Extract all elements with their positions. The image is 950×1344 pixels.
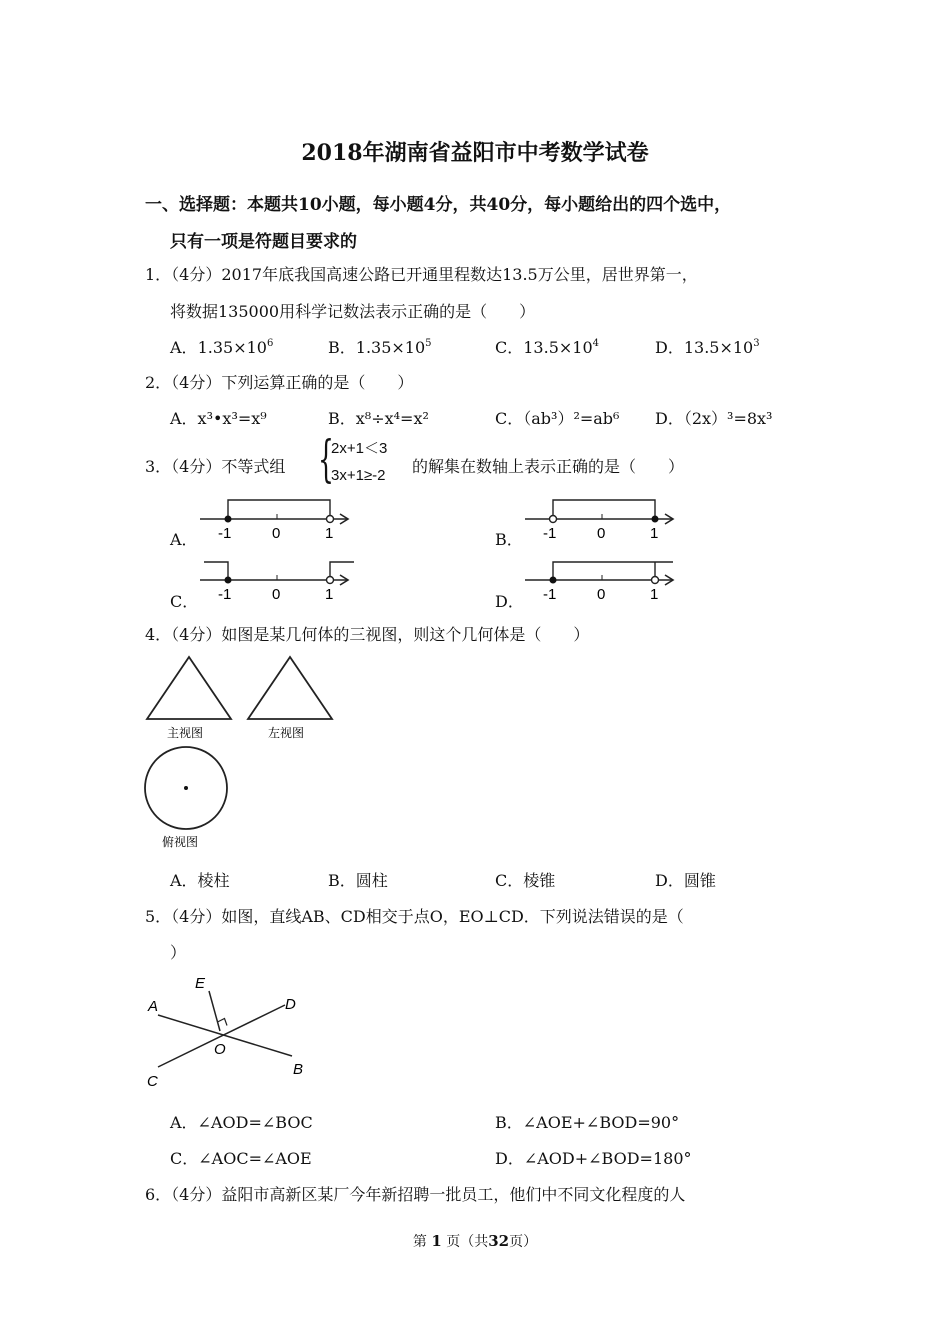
q2-option-c: C．（ab³）²=ab⁶ <box>495 409 620 428</box>
left-view-triangle <box>248 657 332 719</box>
q3-brace: { <box>318 430 334 488</box>
tick-label: -1 <box>218 525 232 542</box>
top-view-label: 俯视图 <box>162 835 199 849</box>
q3-option-c-label: C． <box>170 592 199 611</box>
q5-option-d: D．∠AOD+∠BOD=180° <box>495 1149 692 1168</box>
q2-option-b: B．x⁸÷x⁴=x² <box>328 409 429 428</box>
tick-label: 0 <box>597 525 606 542</box>
front-view-label: 主视图 <box>167 726 204 740</box>
point-label-b: B <box>293 1061 304 1078</box>
q5-intersecting-lines-figure <box>140 968 315 1093</box>
page-title: 2018年湖南省益阳市中考数学试卷 <box>301 140 649 166</box>
q3-inequality-2: 3x+1≥-2 <box>331 467 386 484</box>
q3-numberline-c <box>198 556 354 604</box>
q3-numberline-a <box>198 494 354 542</box>
q3-suffix: 的解集在数轴上表示正确的是（ ） <box>412 457 685 476</box>
section-heading-line2: 只有一项是符题目要求的 <box>170 232 357 252</box>
tick-label: 0 <box>272 586 281 603</box>
tick-label: 1 <box>650 525 659 542</box>
q3-numberline-d <box>523 556 679 604</box>
page-footer: 第 1 页（共32页） <box>412 1232 538 1250</box>
point-label-e: E <box>195 975 206 992</box>
q4-text: 4．（4分）如图是某几何体的三视图，则这个几何体是（ ） <box>145 625 590 644</box>
point-label-o: O <box>214 1041 226 1058</box>
tick-label: 0 <box>597 586 606 603</box>
section-heading-line1: 一、选择题：本题共10小题，每小题4分，共40分，每小题给出的四个选中， <box>145 195 732 215</box>
q5-line2: ） <box>170 943 187 962</box>
q5-option-b: B．∠AOE+∠BOD=90° <box>495 1113 680 1132</box>
q1-line2: 将数据135000用科学记数法表示正确的是（ ） <box>170 302 536 321</box>
q6-line1: 6．（4分）益阳市高新区某厂今年新招聘一批员工，他们中不同文化程度的人 <box>145 1185 686 1204</box>
q1-option-a: A．$1.35\times 10^6$ <box>170 338 274 357</box>
page-total: 32 <box>488 1232 510 1250</box>
q4-option-c: C．棱锥 <box>495 871 556 890</box>
left-view-label: 左视图 <box>268 726 305 740</box>
q5-option-c: C．∠AOC=∠AOE <box>170 1149 312 1168</box>
tick-label: -1 <box>218 586 232 603</box>
tick-label: -1 <box>543 586 557 603</box>
tick-label: 0 <box>272 525 281 542</box>
tick-label: 1 <box>650 586 659 603</box>
q3-option-d-label: D． <box>495 592 524 611</box>
q1-option-d: D．$13.5\times 10^3$ <box>655 338 760 357</box>
q4-three-views-figure <box>140 652 340 852</box>
q2-option-a: A．x³•x³=x⁹ <box>170 409 267 428</box>
q4-option-b: B．圆柱 <box>328 871 388 890</box>
front-view-triangle <box>147 657 231 719</box>
tick-label: 1 <box>325 525 334 542</box>
top-view-center <box>184 786 188 790</box>
q3-option-b-label: B． <box>495 530 523 549</box>
point-label-d: D <box>285 996 296 1013</box>
q1-line1: 1．（4分）2017年底我国高速公路已开通里程数达13.5万公里，居世界第一， <box>145 265 698 284</box>
q5-option-a: A．∠AOD=∠BOC <box>170 1113 313 1132</box>
point-label-c: C <box>147 1073 158 1090</box>
q5-line1: 5．（4分）如图，直线AB、CD相交于点O，EO⊥CD．下列说法错误的是（ <box>145 907 684 926</box>
tick-label: 1 <box>325 586 334 603</box>
q1-option-b: B．$1.35\times 10^5$ <box>328 338 432 357</box>
q3-prefix: 3．（4分）不等式组 <box>145 457 286 476</box>
q3-inequality-1: 2x+1＜3 <box>331 440 388 457</box>
ray-oe <box>209 991 220 1031</box>
q3-option-a-label: A． <box>170 530 198 549</box>
q2-text: 2．（4分）下列运算正确的是（ ） <box>145 373 414 392</box>
q3-numberline-b <box>523 494 679 542</box>
q4-option-d: D．圆锥 <box>655 871 716 890</box>
q4-option-a: A．棱柱 <box>170 871 230 890</box>
page-number: 1 <box>431 1232 442 1250</box>
q1-option-c: C．$13.5\times 10^4$ <box>495 338 600 357</box>
tick-label: -1 <box>543 525 557 542</box>
point-label-a: A <box>148 998 159 1015</box>
q2-option-d: D．（2x）³=8x³ <box>655 409 773 428</box>
